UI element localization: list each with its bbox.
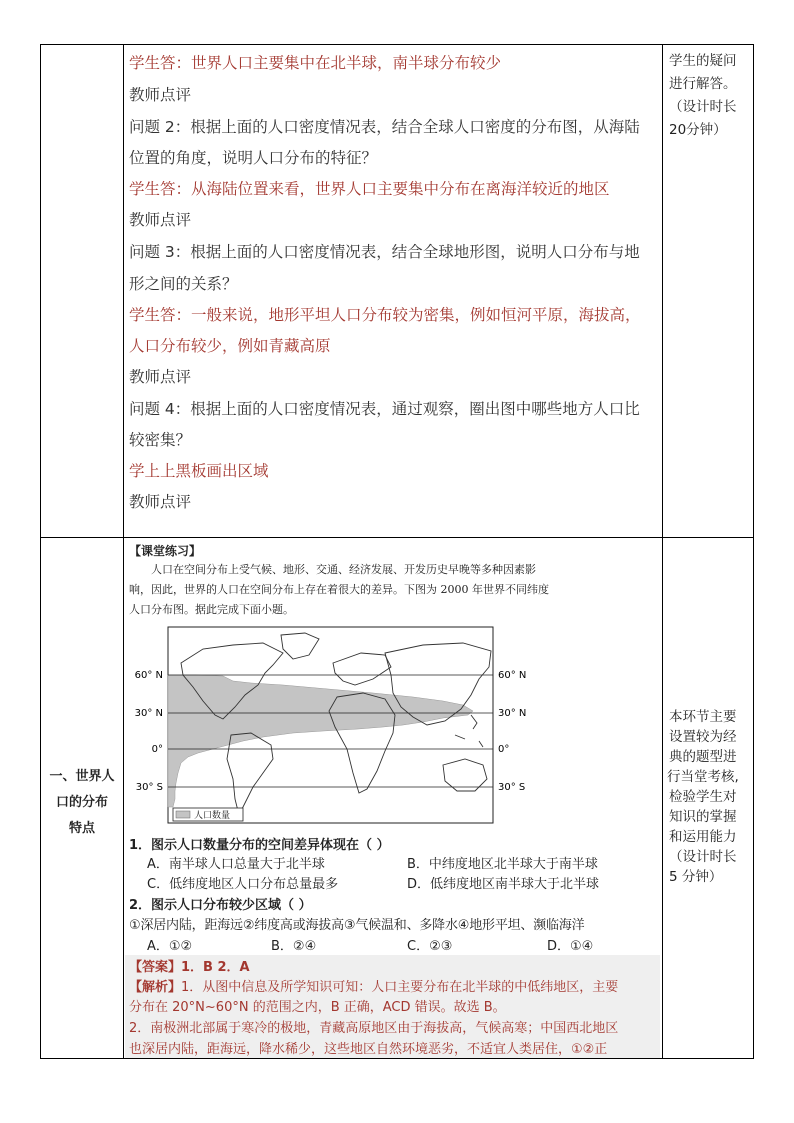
legend-swatch	[176, 811, 190, 818]
note-line: 进行解答。	[669, 76, 737, 92]
q2-option: D．①④	[547, 939, 594, 954]
transcript-line: 学上上黑板画出区域	[129, 462, 269, 480]
lat-label-left: 0°	[151, 744, 163, 755]
analysis-text: 1．从图中信息及所学知识可知：人口主要分布在北半球的中低纬地区，主要	[181, 980, 619, 995]
q2-option: B．②④	[271, 939, 317, 954]
transcript-line: 学生答：从海陆位置来看，世界人口主要集中分布在离海洋较近的地区	[129, 180, 610, 198]
answer-text: 1．B 2．A	[181, 960, 250, 975]
q1-option: A．南半球人口总量大于北半球	[147, 857, 325, 872]
transcript-line: 问题 3：根据上面的人口密度情况表，结合全球地形图，说明人口分布与地	[129, 243, 640, 261]
lat-label-left: 60° N	[134, 670, 163, 681]
q1-option: C．低纬度地区人口分布总量最多	[147, 877, 339, 892]
note-line: 知识的掌握	[669, 809, 737, 825]
note-line: 行当堂考核,	[667, 769, 739, 785]
transcript-line: 学生答：世界人口主要集中在北半球，南半球分布较少	[129, 54, 502, 72]
analysis-line	[129, 976, 618, 995]
row-divider	[41, 537, 753, 538]
intro-line: 人口在空间分布上受气候、地形、交通、经济发展、开发历史早晚等多种因素影	[151, 563, 536, 576]
transcript-line: 学生答：一般来说，地形平坦人口分布较为密集，例如恒河平原，海拔高，	[129, 306, 641, 324]
transcript-line: 位置的角度，说明人口分布的特征？	[129, 149, 378, 167]
transcript-line: 较密集？	[129, 431, 192, 449]
heading-line: 特点	[68, 821, 95, 836]
lat-label-right: 30° N	[498, 708, 527, 719]
exercise-title: 【课堂练习】	[129, 544, 202, 558]
legend-label: 人口数量	[194, 811, 231, 821]
transcript-line: 形之间的关系？	[129, 275, 238, 293]
intro-line: 人口分布图。据此完成下面小题。	[129, 603, 294, 616]
analysis-line: 2．南极洲北部属于寒冷的极地，青藏高原地区由于海拔高，气候高寒；中国西北地区	[129, 1021, 619, 1036]
q2-stem: 2．图示人口分布较少区域（ ）	[129, 898, 312, 913]
lesson-plan-table	[40, 44, 754, 1059]
note-line: 学生的疑问	[669, 53, 737, 69]
lat-label-left: 30° S	[135, 782, 163, 793]
note-line: （设计时长	[669, 849, 737, 865]
note-line: 5 分钟）	[669, 869, 723, 885]
q1-option: D．低纬度地区南半球大于北半球	[407, 877, 600, 892]
lat-label-right: 0°	[498, 744, 510, 755]
q2-option: A．①②	[147, 939, 193, 954]
analysis-label: 【解析】	[129, 980, 182, 995]
note-line: 设置较为经	[669, 729, 737, 745]
q2-statement: ①深居内陆，距海远②纬度高或海拔高③气候温和、多降水④地形平坦、濒临海洋	[129, 918, 585, 933]
note-line: 典的题型进	[669, 749, 737, 765]
lat-label-right: 60° N	[498, 670, 527, 681]
map-legend	[173, 808, 243, 821]
q1-option: B．中纬度地区北半球大于南半球	[407, 857, 598, 872]
transcript-line: 教师点评	[129, 368, 192, 386]
transcript-line: 问题 2：根据上面的人口密度情况表，结合全球人口密度的分布图，从海陆	[129, 118, 640, 136]
note-line: 20分钟）	[669, 122, 727, 138]
answer-label: 【答案】	[129, 960, 182, 975]
transcript-line: 教师点评	[129, 493, 192, 511]
analysis-line: 分布在 20°N~60°N 的范围之内，B 正确，ACD 错误。故选 B。	[129, 1000, 506, 1015]
transcript-line: 人口分布较少，例如青藏高原	[129, 337, 331, 355]
heading-line: 口的分布	[55, 795, 108, 810]
transcript-line: 教师点评	[129, 86, 192, 104]
world-population-latitude-map	[123, 623, 553, 829]
column-divider-left	[123, 45, 124, 1058]
transcript-line: 教师点评	[129, 211, 192, 229]
column-divider-right	[662, 45, 663, 1058]
intro-line: 响，因此，世界的人口在空间分布上存在着很大的差异。下图为 2000 年世界不同纬度	[129, 583, 549, 596]
q2-option: C．②③	[407, 939, 453, 954]
answer-line	[129, 956, 250, 975]
lat-label-right: 30° S	[498, 782, 526, 793]
q1-stem: 1．图示人口数量分布的空间差异体现在（ ）	[129, 838, 390, 853]
lat-label-left: 30° N	[134, 708, 163, 719]
note-line: 本环节主要	[669, 709, 737, 725]
note-line: 检验学生对	[669, 789, 737, 805]
note-line: （设计时长	[669, 99, 737, 115]
heading-line: 一、世界人	[49, 769, 115, 784]
transcript-line: 问题 4：根据上面的人口密度情况表，通过观察，圈出图中哪些地方人口比	[129, 400, 640, 418]
note-line: 和运用能力	[669, 829, 737, 845]
analysis-line: 也深居内陆，距海远，降水稀少，这些地区自然环境恶劣，不适宜人类居住，①②正	[129, 1042, 608, 1057]
